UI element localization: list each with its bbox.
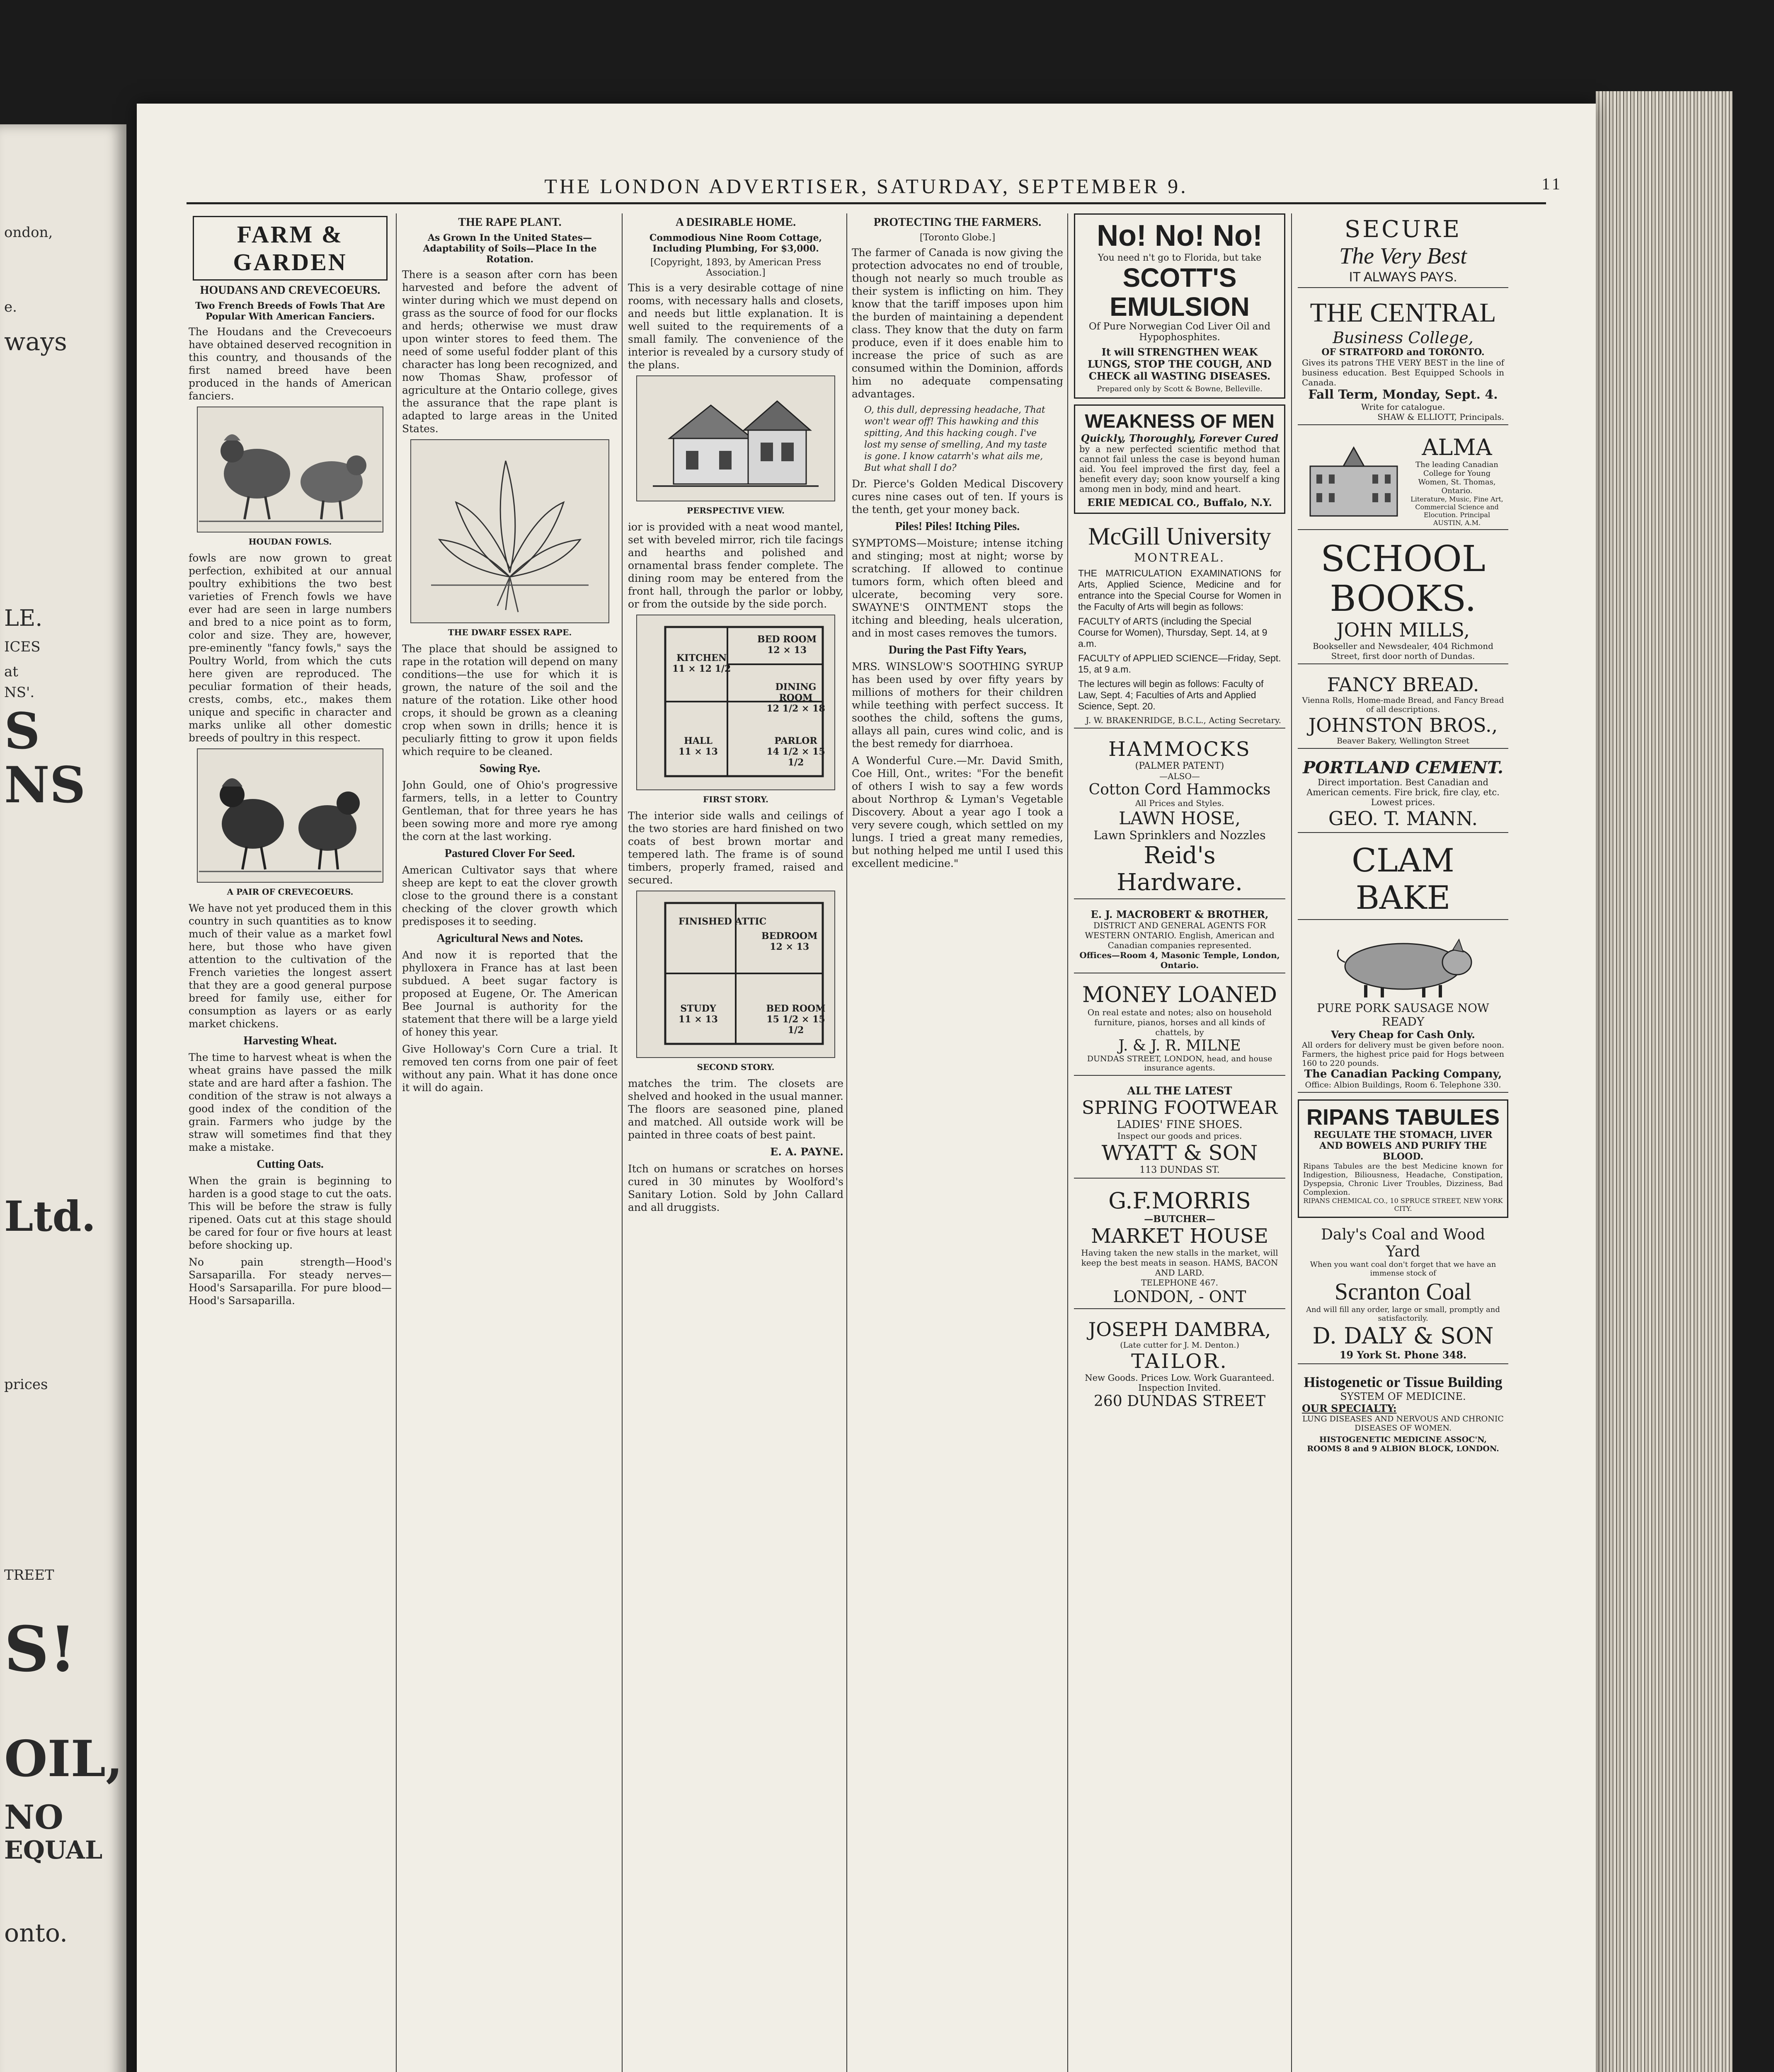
plan-room-size: 11 × 13 bbox=[679, 746, 718, 757]
ad-address: Office: Albion Buildings, Room 6. Telephone 330. bbox=[1305, 1080, 1501, 1089]
crevecoeurs-illustration bbox=[197, 748, 383, 883]
pig-icon bbox=[1328, 929, 1478, 1000]
ad-body: Having taken the new stalls in the market, will keep the best meats in season. HAMS, BACON AND LARD. bbox=[1081, 1248, 1278, 1278]
article-subheading: Two French Breeds of Fowls That Are Popular With American Fanciers. bbox=[195, 300, 385, 322]
plan-room-label: PARLOR bbox=[774, 736, 817, 746]
ad-headline: Histogenetic or Tissue Building bbox=[1304, 1374, 1503, 1390]
ad-brand: G.F.MORRIS bbox=[1108, 1188, 1251, 1214]
clam-bake-ad bbox=[1298, 840, 1508, 920]
catarrh-verse: O, this dull, depressing headache, That won't wear off! This hawking and this spitting, And this hacking cough. I've lost my sense of smelling, And my taste is gone. I know catarrh's what ails me, But what shall I do? bbox=[864, 405, 1047, 473]
ad-item: Cotton Cord Hammocks bbox=[1088, 781, 1271, 798]
ad-subline: —ALSO— bbox=[1159, 771, 1200, 781]
article-paragraph: We have not yet produced them in this country in such quantities as to know much of their value as a market fowl here, but those who have given attention to the cultivation of the French varieties the longest assert that they are a good general purpose breed for family use, either for consumption as layers or as early market chickens. bbox=[189, 902, 392, 1030]
crevecoeur-fowls-icon bbox=[199, 753, 381, 878]
plan-room-label: FINISHED ATTIC bbox=[679, 916, 767, 927]
left-fragment: ways bbox=[4, 327, 67, 356]
ad-brand: J. & J. R. MILNE bbox=[1118, 1037, 1241, 1054]
article-heading: Sowing Rye. bbox=[479, 762, 540, 775]
ad-body: DISTRICT AND GENERAL AGENTS FOR WESTERN ONTARIO. English, American and Canadian companies represented. bbox=[1085, 920, 1275, 950]
ad-subline: ALL THE LATEST bbox=[1127, 1085, 1232, 1097]
ad-subline: Business College, bbox=[1333, 329, 1473, 347]
article-paragraph: The interior side walls and ceilings of the two stories are hard finished on two coats of best brown mortar and tempered lath. The frame is of sound timbers, properly framed, raised and secured. bbox=[628, 810, 843, 886]
ad-subline: REGULATE THE STOMACH, LIVER AND BOWELS AND PURIFY THE BLOOD. bbox=[1314, 1130, 1493, 1162]
ad-subline: (Late cutter for J. M. Denton.) bbox=[1120, 1341, 1239, 1350]
macrobert-insurance-ad bbox=[1074, 906, 1285, 973]
ad-location: OF STRATFORD and TORONTO. bbox=[1321, 347, 1485, 358]
article-paragraph: MRS. WINSLOW'S SOOTHING SYRUP has been used by over fifty years by millions of mothers for their children while teething with perfect success. It soothes the child, softens the gums, allays all pain, cures wind colic, and is the best remedy for diarrhoea. bbox=[852, 661, 1063, 750]
plan-room-size: 15 1/2 × 15 1/2 bbox=[766, 1014, 825, 1036]
ad-subline: LADIES' FINE SHOES. bbox=[1117, 1118, 1243, 1131]
ad-brand: Reid's Hardware. bbox=[1117, 842, 1243, 896]
ad-city: LONDON, - ONT bbox=[1113, 1288, 1246, 1306]
ad-item: Lawn Sprinklers and Nozzles bbox=[1093, 828, 1266, 842]
article-paragraph: This is a very desirable cottage of nine rooms, with necessary halls and closets, and needs but little explanation. It is well suited to the requirements of a small family. The convenience of the interior is revealed by a cursory study of the plans. bbox=[628, 282, 843, 371]
rape-plant-icon bbox=[423, 444, 597, 618]
copyright-line: [Copyright, 1893, by American Press Association.] bbox=[650, 257, 822, 278]
scotts-emulsion-ad bbox=[1074, 213, 1285, 399]
ad-subline: Very Cheap for Cash Only. bbox=[1331, 1029, 1475, 1041]
ad-brand: GEO. T. MANN. bbox=[1328, 807, 1478, 830]
ad-item: Fall Term, Monday, Sept. 4. bbox=[1308, 387, 1498, 402]
left-fragment: S bbox=[4, 702, 40, 760]
wyatt-footwear-ad bbox=[1074, 1082, 1285, 1179]
ad-headline: THE CENTRAL bbox=[1310, 298, 1496, 328]
column-farm-garden bbox=[189, 213, 392, 2072]
article-heading: Pastured Clover For Seed. bbox=[444, 847, 575, 860]
ad-headline: SCHOOL BOOKS. bbox=[1321, 538, 1486, 620]
houdan-fowls-illustration bbox=[197, 407, 383, 533]
ad-headline: CLAM BAKE bbox=[1352, 842, 1454, 917]
column-rape-plant bbox=[402, 213, 618, 2072]
ad-headline: McGill University bbox=[1088, 523, 1271, 550]
left-fragment: onto. bbox=[4, 1919, 68, 1948]
plan-room-label: BEDROOM bbox=[761, 931, 818, 942]
plan-room-size: 11 × 13 bbox=[679, 1014, 718, 1025]
weakness-of-men-ad bbox=[1074, 404, 1285, 514]
mcgill-university-ad bbox=[1074, 520, 1285, 729]
ad-address: 260 DUNDAS STREET bbox=[1093, 1393, 1266, 1410]
ad-body: New Goods. Prices Low. Work Guaranteed. Inspection Invited. bbox=[1085, 1373, 1275, 1393]
ad-footer: Prepared only by Scott & Bowne, Belleville. bbox=[1097, 385, 1263, 393]
article-heading: Harvesting Wheat. bbox=[243, 1034, 337, 1047]
cottage-perspective-illustration bbox=[636, 375, 835, 501]
ad-brand: SCOTT'S EMULSION bbox=[1110, 263, 1250, 322]
left-fragment: EQUAL bbox=[4, 1836, 103, 1865]
article-heading: THE RAPE PLANT. bbox=[458, 216, 562, 229]
ad-body: Vienna Rolls, Home-made Bread, and Fancy Bread of all descriptions. bbox=[1302, 696, 1504, 714]
ad-brand: JOHNSTON BROS., bbox=[1308, 714, 1498, 736]
article-paragraph: There is a season after corn has been harvested and before the advent of winter during which we must depend on grass as the source of food for our flocks and herds; otherwise we must draw upon winter stores to feed them. The need of some useful fodder plant of this character has long been recognized, and now Thomas Shaw, professor of agriculture at the Ontario college, gives the assurance that the rape plant is adapted to large areas in the United States. bbox=[402, 269, 618, 435]
ad-headline: ALMA bbox=[1422, 434, 1492, 460]
left-fragment: ondon, bbox=[4, 224, 53, 241]
ad-body: Direct importation. Best Canadian and American cements. Fire brick, fire clay, etc. Lowest prices. bbox=[1306, 777, 1500, 807]
ad-body: When you want coal don't forget that we have an immense stock of bbox=[1310, 1260, 1496, 1278]
ad-body: Bookseller and Newsdealer, 404 Richmond Street, first door north of Dundas. bbox=[1313, 641, 1493, 661]
plan-room-label: STUDY bbox=[680, 1003, 716, 1014]
ad-footer: HISTOGENETIC MEDICINE ASSOC'N, ROOMS 8 and 9 ALBION BLOCK, LONDON. bbox=[1307, 1435, 1499, 1453]
ad-footer: DUNDAS STREET, LONDON, head, and house insurance agents. bbox=[1087, 1054, 1272, 1072]
left-fragment: ICES bbox=[4, 639, 41, 655]
ad-item: FACULTY of ARTS (including the Special Course for Women), Thursday, Sept. 14, at 9 a.m. bbox=[1078, 616, 1267, 649]
ripans-tabules-ad bbox=[1298, 1099, 1508, 1218]
article-paragraph: The Houdans and the Crevecoeurs have obtained deserved recognition in this country, and thousands of the first named breed have been produced in the hands of American fanciers. bbox=[189, 326, 392, 402]
column-rule bbox=[396, 213, 397, 2072]
ad-item: OUR SPECIALTY: bbox=[1302, 1402, 1397, 1414]
ad-brand: WYATT & SON bbox=[1101, 1141, 1258, 1165]
ad-signature: SHAW & ELLIOTT, Principals. bbox=[1377, 412, 1504, 422]
article-paragraph: And now it is reported that the phylloxera in France has at last been subdued. A beet sugar factory is proposed at Eugene, Or. The American Bee Journal is authority for the statement that there will be a large yield of honey this year. bbox=[402, 949, 618, 1038]
ad-brand: JOSEPH DAMBRA, bbox=[1088, 1318, 1271, 1341]
plan-room-label: DINING ROOM bbox=[775, 682, 817, 703]
left-fragment: e. bbox=[4, 299, 17, 315]
plan-room-size: 14 1/2 × 15 1/2 bbox=[766, 746, 825, 768]
newspaper-page bbox=[137, 104, 1596, 2072]
article-heading: HOUDANS AND CREVECOEURS. bbox=[200, 284, 380, 297]
secure-best-ad bbox=[1298, 213, 1508, 288]
ad-item: Scranton Coal bbox=[1334, 1278, 1472, 1305]
article-paragraph: When the grain is beginning to harden is a good stage to cut the oats. This will be before the straw is fully ripened. Oats cut at this stage should be cared for four or five hours at least before shocking up. bbox=[189, 1175, 392, 1251]
plan-room-label: HALL bbox=[684, 736, 713, 746]
daly-coal-ad bbox=[1298, 1224, 1508, 1364]
ad-body: And will fill any order, large or small, promptly and satisfactorily. bbox=[1306, 1305, 1500, 1323]
article-paragraph: The place that should be assigned to rape in the rotation will depend on many conditions—the use for which it is grown, the nature of the soil and the nature of the rotation. Like other hood crops, it should be grown as a cleaning crop when sown in drills; hence it is peculiarly fitting to grow it upon fields which require to be cleaned. bbox=[402, 643, 618, 758]
article-paragraph: matches the trim. The closets are shelved and hooked in the usual manner. The floors are seasoned pine, planed and matched. All outside work will be painted in three coats of best paint. bbox=[628, 1077, 843, 1141]
plan-room-size: 12 × 13 bbox=[767, 645, 807, 656]
ad-subline: (PALMER PATENT) bbox=[1135, 761, 1224, 771]
plan-room-size: 11 × 12 1/2 bbox=[672, 663, 731, 674]
fancy-bread-ad bbox=[1298, 671, 1508, 749]
ad-body: The leading Canadian College for Young Women, St. Thomas, Ontario. bbox=[1415, 460, 1498, 495]
article-heading: During the Past Fifty Years, bbox=[888, 644, 1027, 656]
left-fragment: TREET bbox=[4, 1567, 54, 1583]
school-books-ad bbox=[1298, 537, 1508, 664]
ad-brand: JOHN MILLS, bbox=[1336, 619, 1470, 641]
article-heading: Piles! Piles! Itching Piles. bbox=[895, 520, 1020, 533]
article-paragraph: fowls are now grown to great perfection, exhibited at our annual poultry exhibitions the two best varieties of French fowls we have ever had are seen in large numbers and bred to a nice point as to form, color and size. They are, however, pre-eminently "fancy fowls," says the Poultry World, from which the cuts here given are reproduced. The peculiar formation of their heads, crests, combs, etc., makes them unique and specific in character and marks unlike all other domestic breeds of poultry in this respect. bbox=[189, 552, 392, 744]
article-paragraph: American Cultivator says that where sheep are kept to eat the clover growth close to the ground there is a constant checking of the clover growth which predisposes it to seeding. bbox=[402, 864, 618, 927]
figure-caption: THE DWARF ESSEX RAPE. bbox=[448, 627, 572, 637]
ad-body: Inspect our goods and prices. bbox=[1117, 1131, 1242, 1141]
ad-body: THE MATRICULATION EXAMINATIONS for Arts, Applied Science, Medicine and for entrance into the Special Course for Women in the Faculty of Arts will begin as follows: bbox=[1078, 568, 1281, 612]
ad-address: 113 DUNDAS ST. bbox=[1139, 1165, 1220, 1175]
article-paragraph: Dr. Pierce's Golden Medical Discovery cures nine cases out of ten. If yours is the tenth, get your money back. bbox=[852, 478, 1063, 516]
article-paragraph: A Wonderful Cure.—Mr. David Smith, Coe Hill, Ont., writes: "For the benefit of others I wish to say a few words about Northrop & Lyman's Vegetable Discovery. About a year ago I took a very severe cough, which settled on my lungs. I tried a great many remedies, but nothing helped me until I used this excellent medicine." bbox=[852, 755, 1063, 869]
left-fragment: NO bbox=[4, 1798, 63, 1837]
hammocks-ad bbox=[1074, 735, 1285, 899]
ad-signature: J. W. BRAKENRIDGE, B.C.L., Acting Secretary. bbox=[1086, 715, 1281, 725]
ad-headline: PURE PORK SAUSAGE NOW READY bbox=[1317, 1001, 1489, 1029]
ad-subline: SYSTEM OF MEDICINE. bbox=[1340, 1391, 1466, 1402]
ad-footer: ERIE MEDICAL CO., Buffalo, N.Y. bbox=[1087, 496, 1272, 508]
column-rule bbox=[1067, 213, 1068, 2072]
article-paragraph: The farmer of Canada is now giving the protection advocates no end of trouble, though not nearly so much trouble as their system is inflicting on him. They know that the tariff imposes upon him the burden of maintaining a dependent class. They know that the duty on farm produce, even if it does enable him to increase the price of such as are consumed within the Dominion, affords him no adequate compensating advantages. bbox=[852, 247, 1063, 400]
ad-item: The lectures will begin as follows: Faculty of Law, Sept. 4; Faculties of Arts and Applied Science, Sept. 20. bbox=[1078, 678, 1264, 712]
ad-headline: HAMMOCKS bbox=[1108, 738, 1251, 761]
central-business-college-ad bbox=[1298, 295, 1508, 425]
ad-headline: E. J. MACROBERT & BROTHER, bbox=[1091, 908, 1269, 920]
article-subheading: As Grown In the United States—Adaptability of Soils—Place In the Rotation. bbox=[423, 232, 597, 265]
rooster-hen-icon bbox=[199, 411, 381, 528]
alma-college-ad bbox=[1298, 432, 1508, 530]
column-protecting-farmers bbox=[852, 213, 1063, 2072]
ad-address: Beaver Bakery, Wellington Street bbox=[1336, 736, 1470, 746]
ad-body: It will STRENGTHEN WEAK LUNGS, STOP THE COUGH, AND CHECK all WASTING DISEASES. bbox=[1088, 346, 1272, 382]
ad-headline: No! No! No! bbox=[1097, 219, 1263, 252]
ad-subline: Quickly, Thoroughly, Forever Cured bbox=[1081, 432, 1279, 444]
ad-footer: Offices—Room 4, Masonic Temple, London, Ontario. bbox=[1079, 950, 1280, 970]
ad-city: MONTREAL. bbox=[1134, 551, 1226, 564]
figure-caption: FIRST STORY. bbox=[703, 794, 768, 804]
morris-butcher-ad bbox=[1074, 1185, 1285, 1309]
ad-subline: All Prices and Styles. bbox=[1135, 798, 1224, 808]
ad-body: Ripans Tabules are the best Medicine known for Indigestion, Biliousness, Headache, Constipation, Dyspepsia, Chronic Liver Troubles, Dizziness, Bad Complexion. bbox=[1303, 1162, 1503, 1197]
left-fragment: Ltd. bbox=[4, 1192, 96, 1241]
house-icon bbox=[645, 380, 827, 496]
pork-sausage-ad bbox=[1298, 927, 1508, 1093]
sarsaparilla-notice: No pain strength—Hood's Sarsaparilla. For steady nerves—Hood's Sarsaparilla. For pure blood—Hood's Sarsaparilla. bbox=[189, 1256, 392, 1307]
column-rule bbox=[1291, 213, 1292, 2072]
column-desirable-home bbox=[628, 213, 843, 2072]
ad-brand: The Canadian Packing Company, bbox=[1304, 1068, 1502, 1080]
lotion-notice: Itch on humans or scratches on horses cured in 30 minutes by Woolford's Sanitary Lotion. Sold by John Callard and all druggists. bbox=[628, 1163, 843, 1213]
ad-item: LAWN HOSE, bbox=[1119, 808, 1241, 828]
dwarf-essex-rape-illustration bbox=[410, 439, 609, 623]
ad-body: Gives its patrons THE VERY BEST in the line of business education. Best Equipped Schools in Canada. bbox=[1302, 358, 1504, 387]
ad-brand: D. DALY & SON bbox=[1312, 1323, 1494, 1349]
figure-caption: PERSPECTIVE VIEW. bbox=[687, 506, 785, 516]
column-rule bbox=[846, 213, 847, 2072]
ad-telephone: TELEPHONE 467. bbox=[1141, 1278, 1219, 1288]
article-paragraph: The time to harvest wheat is when the wheat grains have passed the milk state and are hard after a fashion. The condition of the straw is not always a good index of the condition of the grain. Farmers who judge by the straw will sometimes find that they make a mistake. bbox=[189, 1051, 392, 1153]
histogenetic-medicine-ad bbox=[1298, 1371, 1508, 1456]
left-fragment: at bbox=[4, 663, 18, 680]
article-heading: Cutting Oats. bbox=[257, 1158, 324, 1171]
ad-headline: RIPANS TABULES bbox=[1306, 1105, 1500, 1130]
plan-room-label: KITCHEN bbox=[676, 653, 727, 663]
article-paragraph: John Gould, one of Ohio's progressive farmers, tells, in a letter to Country Gentleman, that for three years he has been sowing more and more rye among the corn at the last working. bbox=[402, 779, 618, 842]
author-signature: E. A. PAYNE. bbox=[770, 1146, 843, 1158]
figure-caption: SECOND STORY. bbox=[697, 1062, 775, 1072]
ad-headline: WEAKNESS OF MEN bbox=[1085, 410, 1275, 432]
article-heading: A DESIRABLE HOME. bbox=[675, 216, 796, 229]
ad-headline: PORTLAND CEMENT. bbox=[1303, 758, 1503, 777]
ad-headline: SECURE bbox=[1344, 216, 1462, 243]
plan-room-size: 12 1/2 × 18 bbox=[766, 703, 825, 714]
first-story-floor-plan bbox=[636, 615, 835, 790]
left-fragment: S! bbox=[4, 1613, 77, 1686]
left-page-strip bbox=[0, 124, 126, 2072]
left-fragment: prices bbox=[4, 1376, 48, 1393]
ad-address: 19 York St. Phone 348. bbox=[1339, 1349, 1467, 1361]
second-story-floor-plan bbox=[636, 891, 835, 1058]
article-source: [Toronto Globe.] bbox=[919, 232, 996, 243]
article-paragraph: SYMPTOMS—Moisture; intense itching and stinging; most at night; worse by scratching. If allowed to continue tumors form, which often bleed and ulcerate, becoming very sore. SWAYNE'S OINTMENT stops the itching and bleeding, heals ulceration, and in most cases removes the tumors. bbox=[852, 537, 1063, 639]
ad-footer: RIPANS CHEMICAL CO., 10 SPRUCE STREET, NEW YORK CITY. bbox=[1303, 1197, 1503, 1213]
column-advertisements-a bbox=[1071, 213, 1288, 2072]
corn-cure-notice: Give Holloway's Corn Cure a trial. It removed ten corns from one pair of feet without any pain. What it has done once it will do again. bbox=[402, 1043, 618, 1094]
plan-room-label: BED ROOM bbox=[766, 1003, 826, 1014]
plan-room-size: 12 × 13 bbox=[770, 942, 809, 952]
left-fragment: NS bbox=[4, 756, 86, 814]
left-fragment: NS'. bbox=[4, 684, 35, 701]
article-heading: PROTECTING THE FARMERS. bbox=[873, 216, 1042, 229]
ad-body: On real estate and notes; also on household furniture, pianos, horses and all kinds of chattels, by bbox=[1087, 1007, 1272, 1037]
book-page-edges bbox=[1596, 91, 1733, 2072]
money-loaned-ad bbox=[1074, 980, 1285, 1076]
column-advertisements-b bbox=[1295, 213, 1511, 2072]
ad-headline: Daly's Coal and Wood Yard bbox=[1321, 1226, 1485, 1260]
left-fragment: OIL, bbox=[4, 1730, 123, 1788]
article-paragraph: ior is provided with a neat wood mantel, set with beveled mirror, rich tile facings and hearths and polished and ornamental brass fender complete. The dining room may be entered from the front hall, through the parlor or lobby, or from the outside by the side porch. bbox=[628, 521, 843, 610]
figure-caption: A PAIR OF CREVECOEURS. bbox=[227, 887, 354, 897]
college-building-icon bbox=[1302, 441, 1406, 520]
farm-garden-logo: FARM & GARDEN bbox=[193, 216, 388, 281]
ad-body: by a new perfected scientific method that cannot fail unless the case is beyond human aid. You feel improved the first day, feel a benefit every day; soon know yourself a king among men in body, mind and heart. bbox=[1079, 444, 1280, 494]
masthead-title: THE LONDON ADVERTISER, SATURDAY, SEPTEMBER 9. bbox=[544, 174, 1188, 198]
ad-footer: Literature, Music, Fine Art, Commercial Science and Elocution. Principal AUSTIN, A.M. bbox=[1410, 495, 1503, 527]
left-fragment: LE. bbox=[4, 605, 43, 631]
ad-headline: MARKET HOUSE bbox=[1091, 1225, 1268, 1248]
figure-caption: HOUDAN FOWLS. bbox=[248, 537, 332, 547]
ad-script: The Very Best bbox=[1339, 243, 1467, 269]
ad-subline: IT ALWAYS PAYS. bbox=[1349, 269, 1457, 284]
ad-body: Write for catalogue. bbox=[1361, 402, 1445, 412]
article-subheading: Commodious Nine Room Cottage, Including Plumbing, For $3,000. bbox=[649, 232, 822, 254]
masthead bbox=[187, 174, 1563, 199]
ad-body: LUNG DISEASES AND NERVOUS AND CHRONIC DISEASES OF WOMEN. bbox=[1302, 1414, 1504, 1433]
ad-headline: MONEY LOANED bbox=[1082, 983, 1277, 1007]
plan-room-label: BED ROOM bbox=[757, 634, 817, 645]
ad-item: FACULTY of APPLIED SCIENCE—Friday, Sept. 15, at 9 a.m. bbox=[1078, 653, 1281, 675]
page-number: 11 bbox=[1541, 174, 1563, 193]
ad-subline: Of Pure Norwegian Cod Liver Oil and Hypophosphites. bbox=[1088, 321, 1271, 343]
ad-headline: FANCY BREAD. bbox=[1327, 673, 1479, 696]
ad-headline: SPRING FOOTWEAR bbox=[1081, 1097, 1278, 1118]
portland-cement-ad bbox=[1298, 755, 1508, 833]
article-heading: Agricultural News and Notes. bbox=[436, 932, 583, 945]
column-rule bbox=[622, 213, 623, 2072]
ad-body: All orders for delivery must be given before noon. Farmers, the highest price paid for Hogs between 160 to 220 pounds. bbox=[1302, 1041, 1504, 1068]
ad-tagline: You need n't go to Florida, but take bbox=[1098, 253, 1262, 263]
dambra-tailor-ad bbox=[1074, 1316, 1285, 1412]
ad-subline: —BUTCHER— bbox=[1144, 1214, 1215, 1225]
masthead-rule bbox=[187, 202, 1546, 204]
ad-headline: TAILOR. bbox=[1131, 1350, 1228, 1373]
